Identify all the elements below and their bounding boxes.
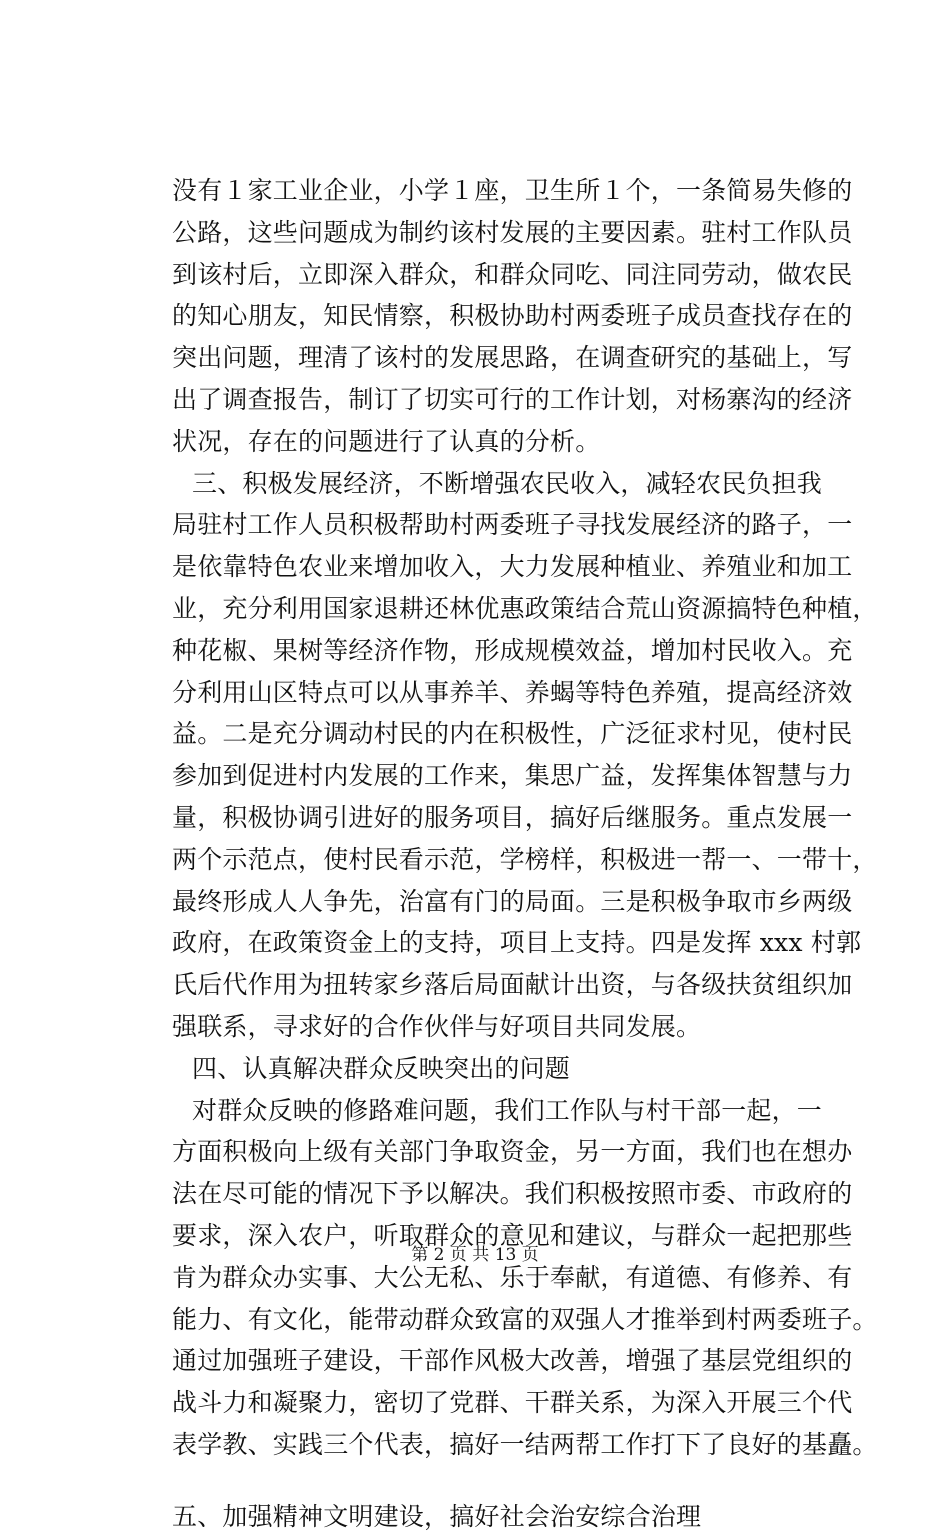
- text-line: 表学教、实践三个代表，搞好一结两帮工作打下了良好的基矗。: [172, 1429, 878, 1459]
- text-line: 局驻村工作人员积极帮助村两委班子寻找发展经济的路子，一: [172, 510, 853, 540]
- section-heading-5: 五、加强精神文明建设，搞好社会治安综合治理: [172, 1501, 702, 1531]
- text-line: 能力、有文化，能带动群众致富的双强人才推举到村两委班子。: [172, 1304, 878, 1334]
- text-line: 是依靠特色农业来增加收入，大力发展种植业、养殖业和加工: [172, 552, 853, 582]
- text-line: 法在尽可能的情况下予以解决。我们积极按照市委、市政府的: [172, 1179, 853, 1209]
- text-line: 公路，这些问题成为制约该村发展的主要因素。驻村工作队员: [172, 217, 853, 247]
- text-line: 出了调查报告，制订了切实可行的工作计划，对杨寨沟的经济: [172, 384, 853, 414]
- text-line: 氏后代作用为扭转家乡落后局面献计出资，与各级扶贫组织加: [172, 970, 853, 1000]
- text-line: 业，充分利用国家退耕还林优惠政策结合荒山资源搞特色种植，: [172, 593, 878, 623]
- text-line: 对群众反映的修路难问题，我们工作队与村干部一起，一: [192, 1095, 823, 1125]
- text-line: 要求，深入农户，听取群众的意见和建议，与群众一起把那些: [172, 1220, 853, 1250]
- text-line: 参加到促进村内发展的工作来，集思广益，发挥集体智慧与力: [172, 761, 853, 791]
- paragraph-gap: [172, 1466, 832, 1496]
- text-line: 方面积极向上级有关部门争取资金，另一方面，我们也在想办: [172, 1137, 853, 1167]
- text-line: 的知心朋友，知民情察，积极协助村两委班子成员查找存在的: [172, 301, 853, 331]
- text-line: 政府，在政策资金上的支持，项目上支持。四是发挥 xxx 村郭: [172, 928, 862, 958]
- text-line: 战斗力和凝聚力，密切了党群、干群关系，为深入开展三个代: [172, 1388, 853, 1418]
- text-line: 益。二是充分调动村民的内在积极性，广泛征求村见，使村民: [172, 719, 853, 749]
- text-line: 状况，存在的问题进行了认真的分析。: [172, 426, 601, 456]
- text-line: 强联系，寻求好的合作伙伴与好项目共同发展。: [172, 1011, 702, 1041]
- page-footer: 第 2 页 共 13 页: [411, 1245, 539, 1265]
- document-body: [172, 170, 878, 1538]
- text-line: 到该村后，立即深入群众，和群众同吃、同注同劳动，做农民: [172, 259, 853, 289]
- text-line: 通过加强班子建设，干部作风极大改善，增强了基层党组织的: [172, 1346, 853, 1376]
- text-line: 突出问题，理清了该村的发展思路，在调查研究的基础上，写: [172, 343, 853, 373]
- text-line: 最终形成人人争先，治富有门的局面。三是积极争取市乡两级: [172, 886, 853, 916]
- text-line: 分利用山区特点可以从事养羊、养蝎等特色养殖，提高经济效: [172, 677, 853, 707]
- text-line: 肯为群众办实事、大公无私、乐于奉献，有道德、有修养、有: [172, 1262, 853, 1292]
- text-line: 两个示范点，使村民看示范，学榜样，积极进一帮一、一带十，: [172, 844, 878, 874]
- text-line: 量，积极协调引进好的服务项目，搞好后继服务。重点发展一: [172, 802, 853, 832]
- section-heading-3: 三、积极发展经济，不断增强农民收入，减轻农民负担我: [192, 468, 823, 498]
- text-line: 没有１家工业企业，小学１座，卫生所１个，一条简易失修的: [172, 176, 853, 205]
- section-heading-4: 四、认真解决群众反映突出的问题: [192, 1053, 571, 1083]
- text-line: 种花椒、果树等经济作物，形成规模效益，增加村民收入。充: [172, 635, 853, 665]
